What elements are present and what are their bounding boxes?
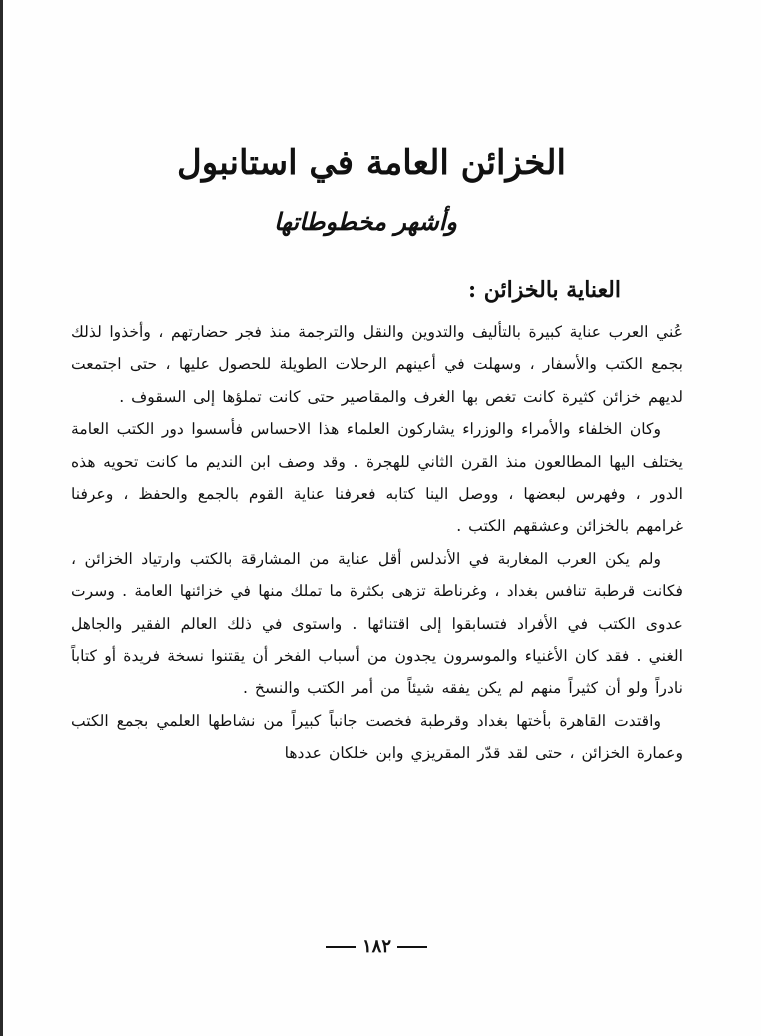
paragraph-3: ولم يكن العرب المغاربة في الأندلس أقل عناية من المشارقة بالكتب وارتياد الخزائن ، فكانت قرطبة تنافس بغداد ، وغرناطة تزهى بكثرة ما تملك منها في خزائنها العامة . وسرت عدوى الكتب في الأفراد فتسابقوا إلى اقتنائها . واستوى في ذلك العالم الفقير والجاهل الغني . فقد كان الأغنياء والموسرون يجدون من أسباب الفخر أن يقتنوا نسخة فريدة أو كتاباً نادراً ولو أن كثيراً منهم لم يكن يفقه شيئاً من أمر الكتب والنسخ .: [71, 549, 683, 698]
section-heading: العناية بالخزائن :: [468, 277, 621, 303]
paragraph-1: عُني العرب عناية كبيرة بالتأليف والتدوين والنقل والترجمة منذ فجر حضارتهم ، وأخذوا لذلك بجمع الكتب والأسفار ، وسهلت في أعينهم الرحلات الطويلة للحصول عليها ، حتى اجتمعت لديهم خزائن كثيرة كانت تغص بها الغرف والمقاصير حتى كانت تملؤها إلى السقوف .: [71, 323, 683, 406]
page-number-dash-right: [397, 946, 427, 948]
page-subtitle: وأشهر مخطوطاتها: [274, 207, 457, 236]
page-number: ١٨٢: [361, 936, 391, 957]
page-number-dash-left: [326, 946, 356, 948]
page-number-container: [0, 932, 761, 962]
paragraph-2: وكان الخلفاء والأمراء والوزراء يشاركون العلماء هذا الاحساس فأسسوا دور الكتب العامة يختلف اليها المطالعون منذ القرن الثاني للهجرة . وقد وصف ابن النديم ما كانت تحويه هذه الدور ، وفهرس لبعضها ، ووصل الينا كتابه فعرفنا عناية القوم بالجمع والحفظ ، وعرفنا غرامهم بالخزائن وعشقهم الكتب .: [71, 420, 683, 536]
page-title: الخزائن العامة في استانبول: [177, 143, 566, 183]
body-text: [71, 316, 683, 770]
paragraph-4: واقتدت القاهرة بأختها بغداد وقرطبة فخصت جانباً كبيراً من نشاطها العلمي بجمع الكتب وعمارة الخزائن ، حتى لقد قدّر المقريزي وابن خلكان عددها: [71, 711, 683, 763]
